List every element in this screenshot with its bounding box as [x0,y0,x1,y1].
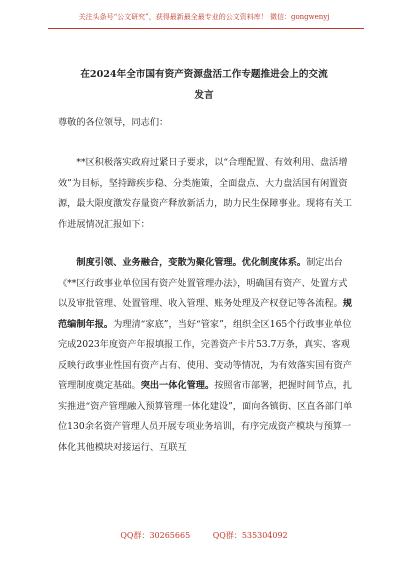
paragraph-intro: **区积极落实政府过紧日子要求，以“合理配置、有效利用、盘活增效”为目标，坚持蹄疾步稳、分类施策，全面盘点、大力盘活国有闲置资源，最大限度激发存量资产释放新活力，助力民生保障事业。现将有关工作进展情况汇报如下： [58,157,352,230]
salutation: 尊敬的各位领导，同志们： [58,117,169,128]
paragraph-text: 按照省市部署，把握时间节点，扎实推进“资产管理融入预算管理一体化建设”，面向各镇街、区直各部门单位130余名资产管理人员开展专项业务培训，有序完成资产模块与预算一体化其他模块对接运行、互联互 [58,380,353,453]
subheading-annual-report: 规范编制年报。 [58,298,352,330]
paragraph-text: 为理清“家底”，当好“管家”，组织全区165个行政事业单位完成2023年度资产年报填报工作，完善资产卡片53.7万条，真实、客观反映行政事业性国有资产占有、使用、变动等情况，为有效落实国有资产管理制度奠定基础。 [58,318,352,391]
footer-qq-group-1: QQ群：30265665 [120,531,191,540]
section-heading: 制度引领、业务融合，变散为聚化管理。优化制度体系。 [76,257,307,268]
footer [0,530,408,541]
header-banner: 关注头条号“公文研究”，获得最新最全最专业的公文资料库！ 微信：gongwenyj [78,13,330,21]
paragraph-text: 制定出台《**区行政事业单位国有资产处置管理办法》，明确国有资产、处置方式以及审批管理、处置管理、收入管理、账务处理及产权登记等各流程。 [58,257,348,309]
subheading-integration: 突出一体化管理。 [140,380,215,391]
paragraph-section-1 [58,253,356,458]
footer-qq-group-2: QQ群：535304092 [212,531,288,540]
title-line-2: 发言 [194,90,214,101]
title-line-1: 在2024年全市国有资产资源盘活工作专题推进会上的交流 [80,69,328,80]
document-title [54,64,354,106]
header-divider [48,28,364,29]
